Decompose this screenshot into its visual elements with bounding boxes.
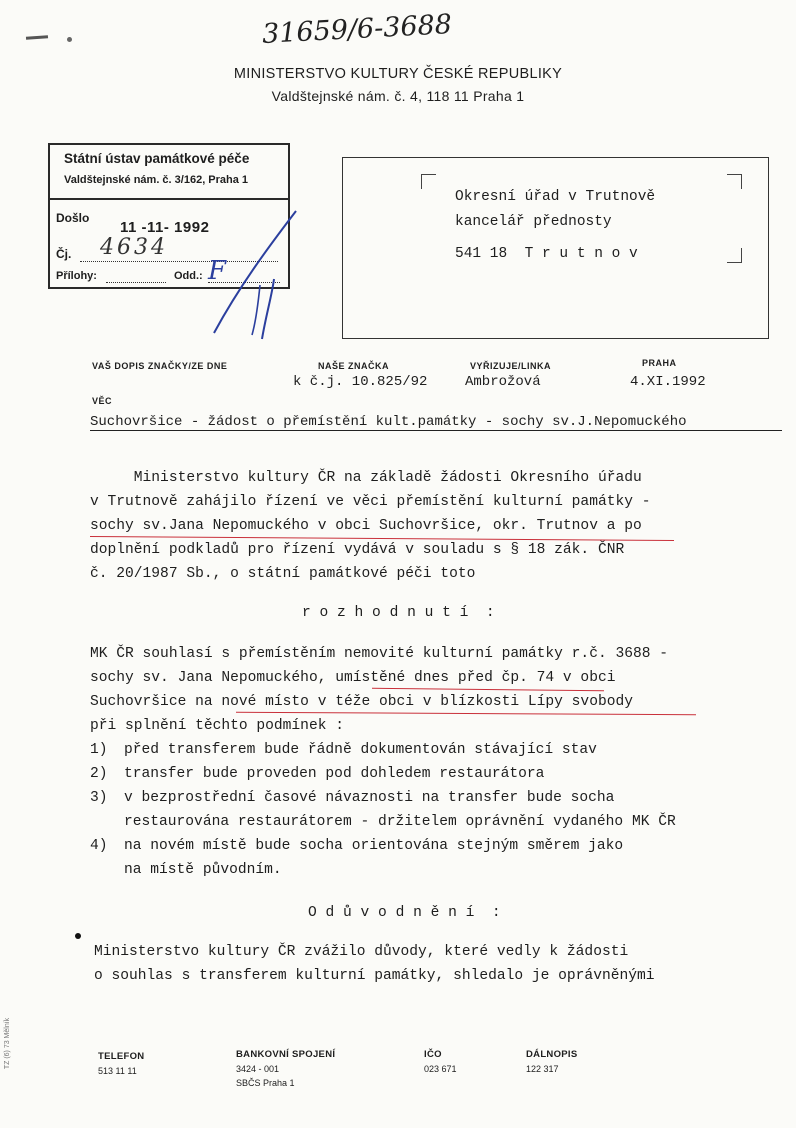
cj-label: Čj. xyxy=(56,247,72,261)
recipient-line-3: 541 18 T r u t n o v xyxy=(455,246,638,262)
condition-number: 4) xyxy=(90,838,108,854)
subject-label: VĚC xyxy=(92,396,113,406)
received-date: 11 -11- 1992 xyxy=(120,219,210,236)
ministry-name: MINISTERSTVO KULTURY ČESKÉ REPUBLIKY xyxy=(233,66,563,82)
our-ref: k č.j. 10.825/92 xyxy=(293,374,428,390)
bank-account: 3424 - 001 xyxy=(236,1064,280,1074)
condition-text: v bezprostřední časové návaznosti na transfer bude socha xyxy=(124,790,615,806)
decision-heading: r o z h o d n u t í : xyxy=(302,605,495,621)
subject-underline xyxy=(90,430,782,431)
condition-text: před transferem bude řádně dokumentován stávající stav xyxy=(124,742,597,758)
corner-mark xyxy=(727,174,742,189)
recipient-line-2: kancelář přednosty xyxy=(455,214,612,230)
reasoning-line: o souhlas s transferem kulturní památky, shledalo je oprávněnými xyxy=(94,968,655,984)
decision-line: sochy sv. Jana Nepomuckého, umístěné dnes před čp. 74 v obci xyxy=(90,670,616,686)
ico-number: 023 671 xyxy=(424,1064,457,1074)
intro-line: Ministerstvo kultury ČR na základě žádosti Okresního úřadu xyxy=(90,470,642,486)
ink-mark xyxy=(26,35,48,40)
telex-label: DÁLNOPIS xyxy=(526,1049,578,1060)
stamp-address: Valdštejnské nám. č. 3/162, Praha 1 xyxy=(64,174,249,186)
handwritten-reference: 31659/6-3688 xyxy=(261,9,453,50)
reasoning-paragraph xyxy=(94,944,655,992)
ink-dot xyxy=(75,933,81,939)
phone-number: 513 11 11 xyxy=(98,1066,137,1076)
telex-number: 122 317 xyxy=(526,1064,559,1074)
reasoning-line: Ministerstvo kultury ČR zvážilo důvody, které vedly k žádosti xyxy=(94,944,629,960)
intro-line: č. 20/1987 Sb., o státní památkové péči toto xyxy=(90,566,476,582)
bank-name: SBČS Praha 1 xyxy=(236,1078,295,1088)
decision-line: Suchovršice na nové místo v téže obci v blízkosti Lípy svobody xyxy=(90,694,633,710)
ministry-address: Valdštejnské nám. č. 4, 118 11 Praha 1 xyxy=(271,88,525,104)
dept-label: Odd.: xyxy=(174,270,203,282)
your-letter-label: VAŠ DOPIS ZNAČKY/ZE DNE xyxy=(92,361,228,371)
condition-number: 2) xyxy=(90,766,108,782)
corner-mark xyxy=(421,174,436,189)
subject-line: Suchovršice - žádost o přemístění kult.památky - sochy sv.J.Nepomuckého xyxy=(90,414,687,430)
attachments-dotted-line xyxy=(106,282,166,283)
place-label: PRAHA xyxy=(642,358,677,368)
stamp-org: Státní ústav památkové péče xyxy=(64,151,250,166)
dept-value-handwritten: F xyxy=(208,256,227,286)
condition-number: 1) xyxy=(90,742,108,758)
cj-value: 4634 xyxy=(100,235,168,260)
condition-number: 3) xyxy=(90,790,108,806)
our-ref-label: NAŠE ZNAČKA xyxy=(318,361,390,371)
corner-mark xyxy=(727,248,742,263)
handled-by-label: VYŘIZUJE/LINKA xyxy=(470,361,552,371)
condition-text: transfer bude proveden pod dohledem restaurátora xyxy=(124,766,545,782)
intro-line: doplnění podkladů pro řízení vydává v souladu s § 18 zák. ČNR xyxy=(90,542,625,558)
intro-paragraph xyxy=(90,470,651,590)
ink-dot xyxy=(67,37,72,42)
bank-label: BANKOVNÍ SPOJENÍ xyxy=(236,1049,336,1060)
handled-by: Ambrožová xyxy=(465,374,541,390)
reasoning-heading: O d ů v o d n ě n í : xyxy=(308,905,501,921)
letter-date: 4.XI.1992 xyxy=(630,374,706,390)
condition-text: na místě původním. xyxy=(124,862,282,878)
stamp-header xyxy=(50,145,288,200)
phone-label: TELEFON xyxy=(98,1051,145,1062)
side-print-code: TZ (6) 73 Mělník xyxy=(4,1017,12,1070)
intro-line: sochy sv.Jana Nepomuckého v obci Suchovršice, okr. Trutnov a po xyxy=(90,518,642,534)
intro-line: v Trutnově zahájilo řízení ve věci přemístění kulturní památky - xyxy=(90,494,651,510)
blue-pen-strokes xyxy=(200,205,310,345)
recipient-line-1: Okresní úřad v Trutnově xyxy=(455,189,656,205)
condition-text: na novém místě bude socha orientována stejným směrem jako xyxy=(124,838,624,854)
condition-text: restaurována restaurátorem - držitelem oprávnění vydaného MK ČR xyxy=(124,814,676,830)
decision-line: MK ČR souhlasí s přemístěním nemovité kulturní památky r.č. 3688 - xyxy=(90,646,669,662)
attachments-label: Přílohy: xyxy=(56,270,97,282)
decision-paragraph xyxy=(90,646,668,742)
ico-label: IČO xyxy=(424,1049,442,1060)
received-label: Došlo xyxy=(56,211,90,225)
decision-line: při splnění těchto podmínek : xyxy=(90,718,344,734)
recipient-address-box xyxy=(342,157,769,339)
